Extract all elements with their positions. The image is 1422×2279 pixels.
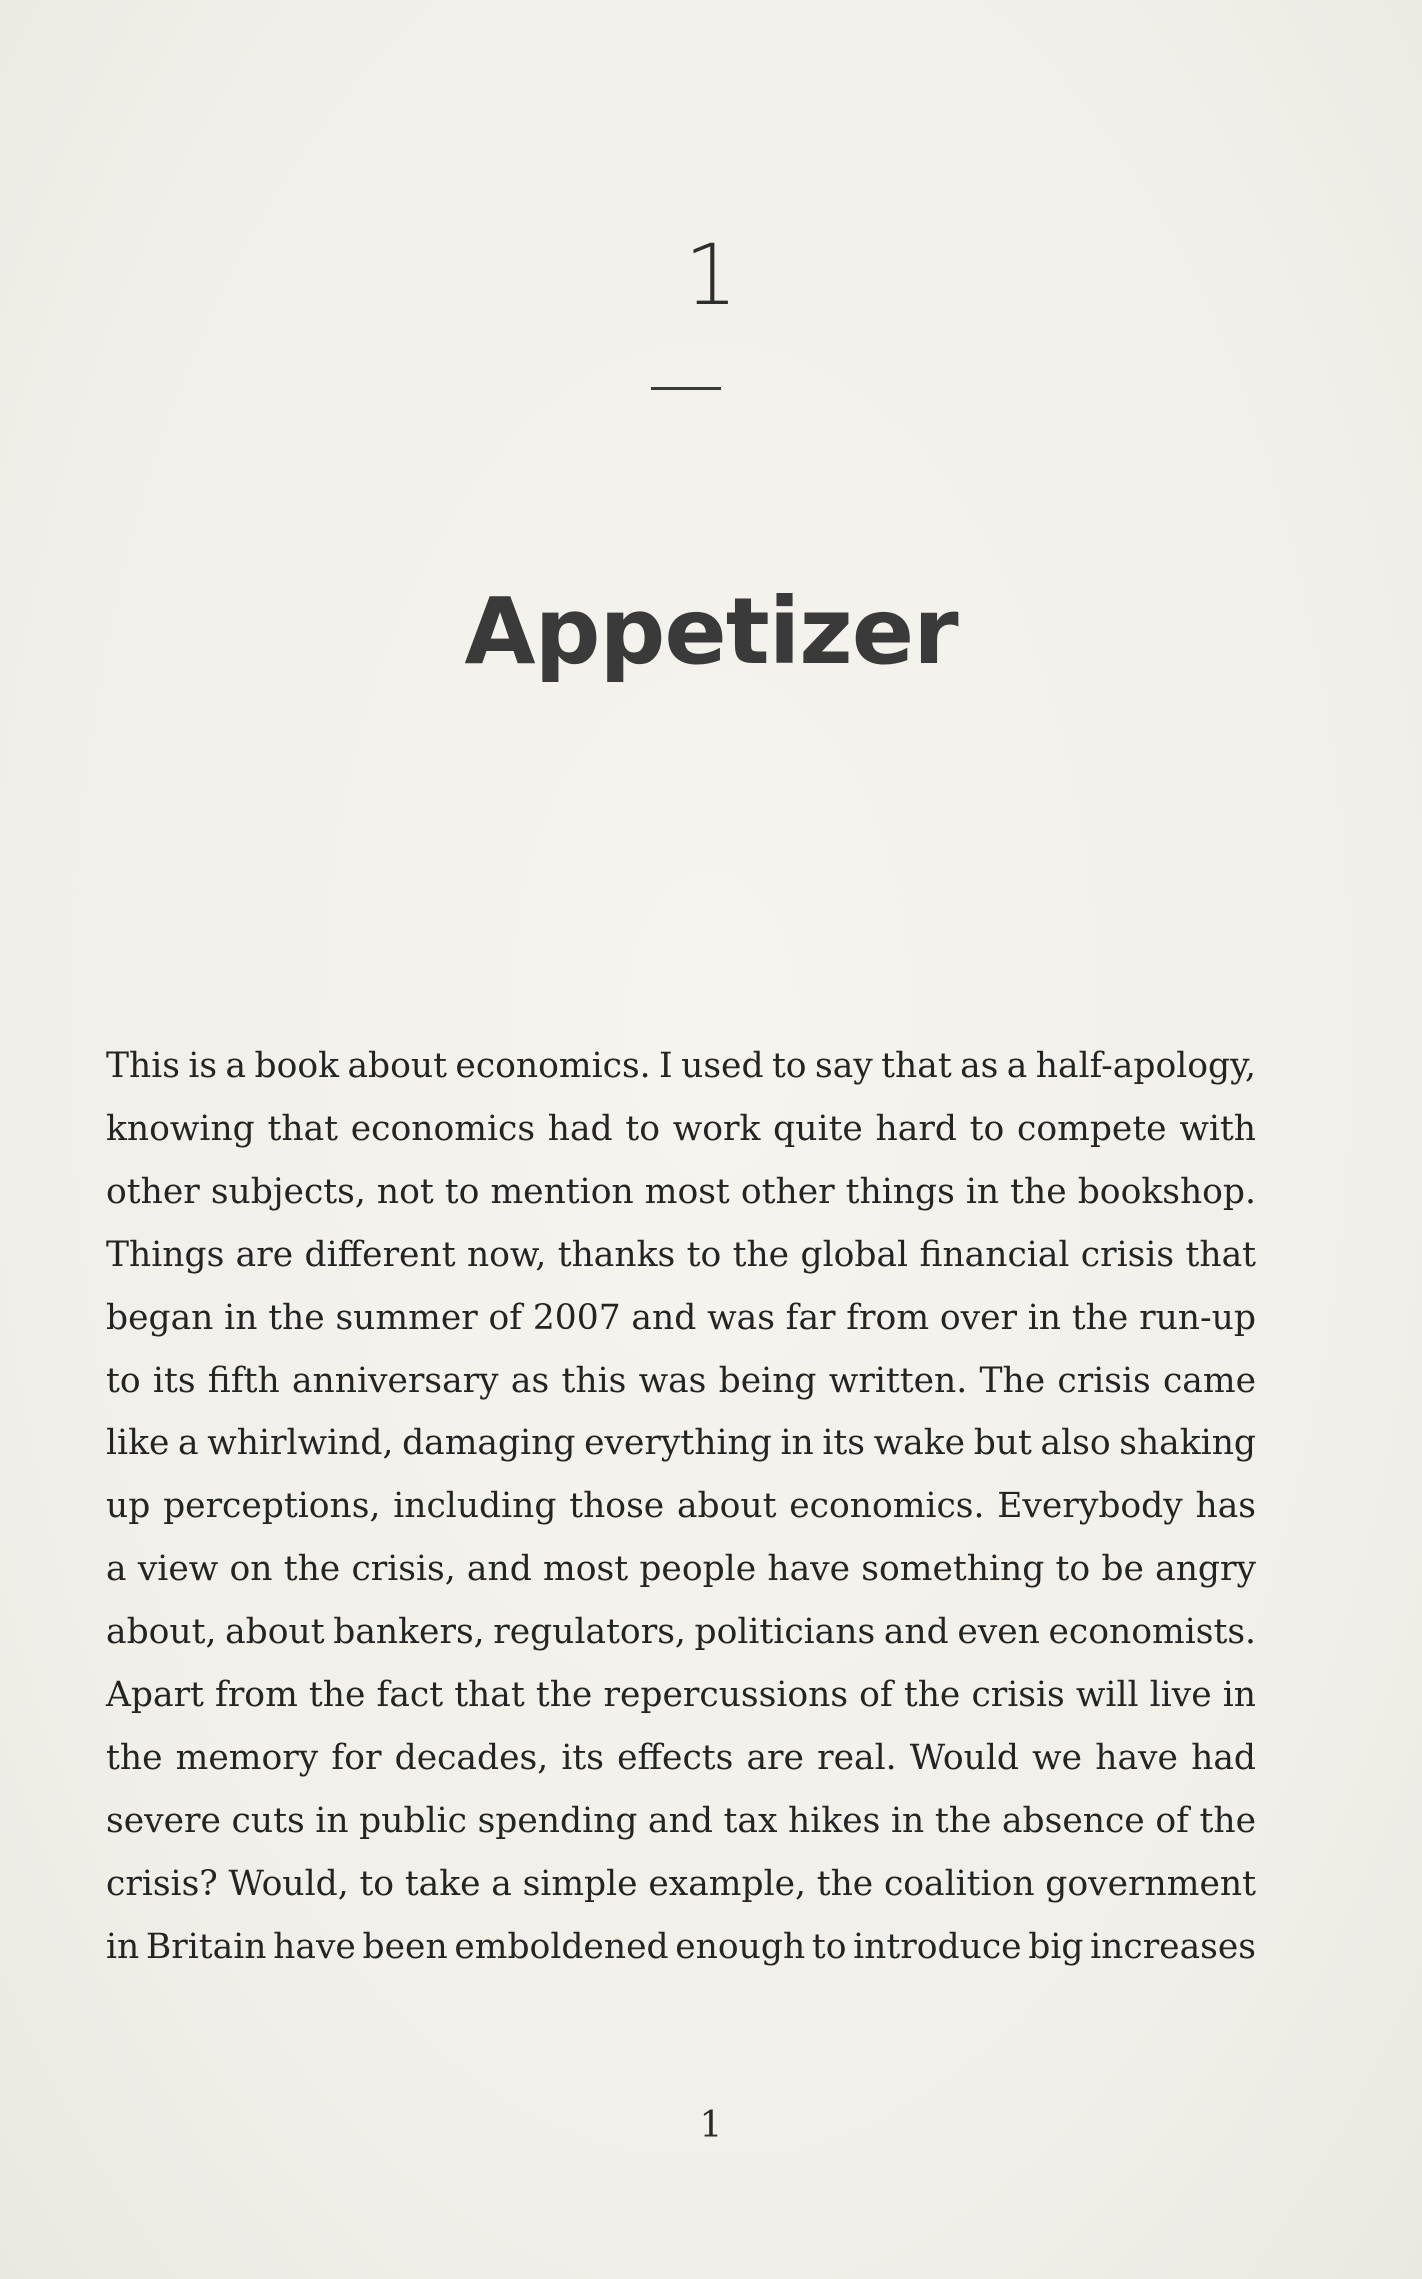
text-line: like a whirlwind, damaging everything in its wake but also shaking	[106, 1423, 1256, 1464]
text-line: crisis? Would, to take a simple example, the coalition government	[106, 1863, 1256, 1904]
text-line: other subjects, not to mention most other things in the bookshop.	[106, 1171, 1256, 1212]
body-paragraph	[106, 1035, 1256, 1979]
text-line: the memory for decades, its effects are real. Would we have had	[106, 1737, 1256, 1778]
text-line: Apart from the fact that the repercussions of the crisis will live in	[106, 1675, 1256, 1716]
text-line: about, about bankers, regulators, politicians and even economists.	[106, 1612, 1256, 1653]
page-number: 1	[699, 2105, 723, 2146]
text-line: knowing that economics had to work quite hard to compete with	[106, 1108, 1256, 1149]
text-line: up perceptions, including those about economics. Everybody has	[106, 1486, 1256, 1527]
chapter-divider	[651, 387, 721, 390]
chapter-title: Appetizer	[464, 578, 958, 685]
text-line: a view on the crisis, and most people have something to be angry	[106, 1549, 1256, 1590]
text-line: in Britain have been emboldened enough to introduce big increases	[106, 1926, 1256, 1967]
text-line: Things are different now, thanks to the global financial crisis that	[106, 1234, 1256, 1275]
text-line: began in the summer of 2007 and was far from over in the run-up	[106, 1297, 1256, 1338]
text-line: severe cuts in public spending and tax hikes in the absence of the	[106, 1800, 1256, 1841]
text-line: to its fifth anniversary as this was being written. The crisis came	[106, 1360, 1256, 1401]
text-line: This is a book about economics. I used to say that as a half-apology,	[106, 1046, 1256, 1086]
chapter-number: 1	[684, 226, 738, 324]
